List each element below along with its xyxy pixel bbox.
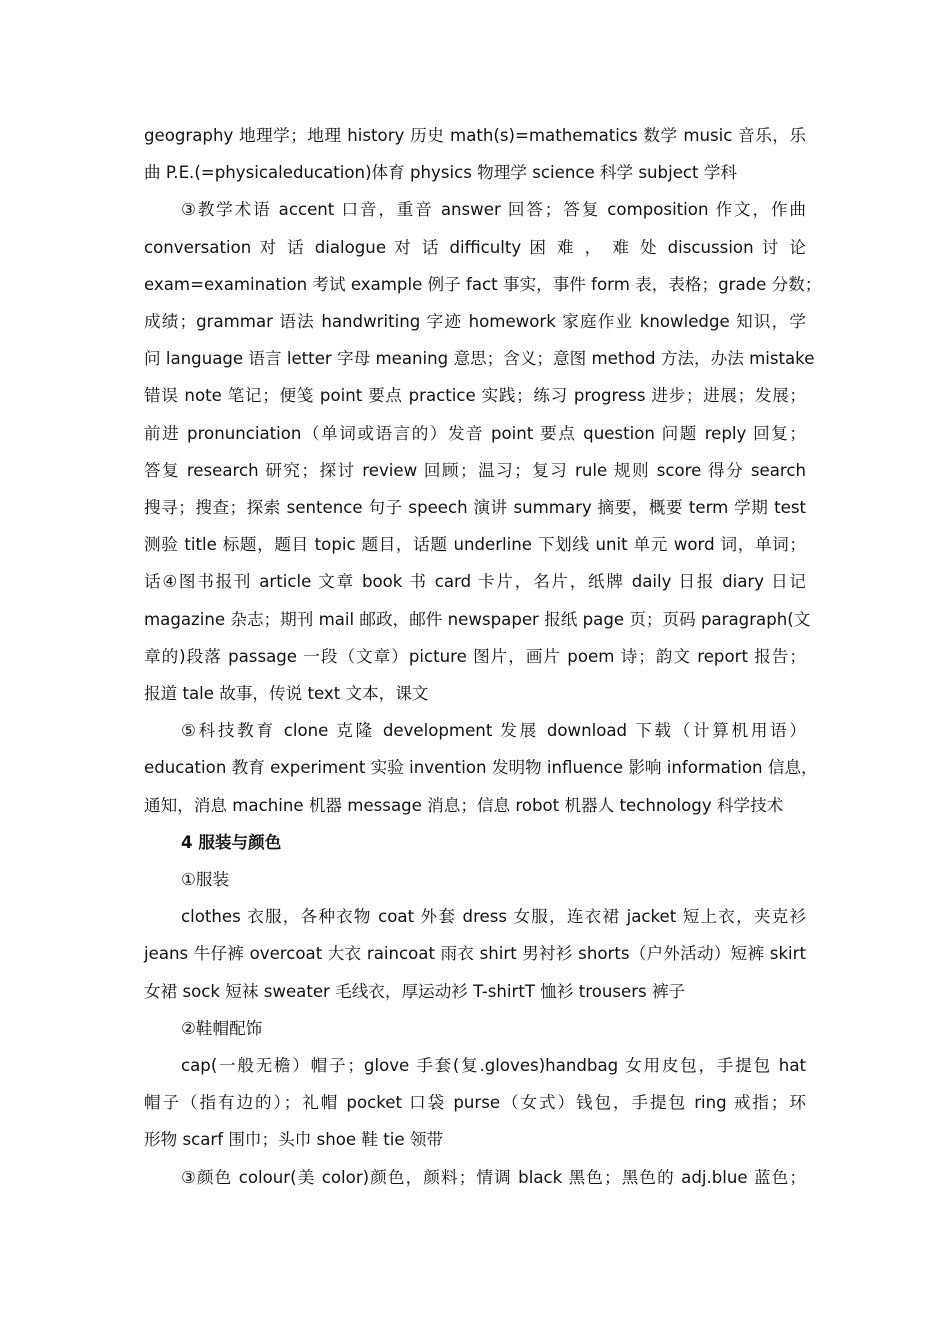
text-line: clothes 衣服，各种衣物 coat 外套 dress 女服，连衣裙 jacket 短上衣，夹克衫 xyxy=(181,907,806,927)
text-line: ③颜色 colour(美 color)颜色，颜料；情调 black 黑色；黑色的 adj.blue 蓝色； xyxy=(181,1167,806,1187)
section-heading: 4 服装与颜色 xyxy=(181,832,282,852)
text-line: 搜寻；搜查；探索 sentence 句子 speech 演讲 summary 摘要，概要 term 学期 test xyxy=(144,498,806,518)
text-line: 章的)段落 passage 一段（文章）picture 图片，画片 poem 诗；韵文 report 报告； xyxy=(144,646,806,666)
text-line: 测验 title 标题，题目 topic 题目，话题 underline 下划线 unit 单元 word 词，单词； xyxy=(144,535,806,555)
text-line: 答复 research 研究；探讨 review 回顾；温习；复习 rule 规则 score 得分 search xyxy=(144,460,806,480)
text-line: 前进 pronunciation（单词或语言的）发音 point 要点 question 问题 reply 回复； xyxy=(144,423,806,443)
text-line: 错误 note 笔记；便笺 point 要点 practice 实践；练习 progress 进步；进展；发展； xyxy=(144,386,806,406)
text-line: cap(一般无檐）帽子；glove 手套(复.gloves)handbag 女用皮包，手提包 hat xyxy=(181,1056,806,1076)
text-line: ③教学术语 accent 口音，重音 answer 回答；答复 composition 作文，作曲 xyxy=(181,200,806,220)
text-line: 女裙 sock 短袜 sweater 毛线衣，厚运动衫 T-shirtT 恤衫 trousers 裤子 xyxy=(144,981,686,1001)
text-line: jeans 牛仔裤 overcoat 大衣 raincoat 雨衣 shirt 男衬衫 shorts（户外活动）短裤 skirt xyxy=(144,944,806,964)
paragraph-teaching-terms xyxy=(144,191,822,712)
text-line: 曲 P.E.(=physicaleducation)体育 physics 物理学 science 科学 subject 学科 xyxy=(144,163,738,183)
text-line: geography 地理学；地理 history 历史 math(s)=mathematics 数学 music 音乐，乐 xyxy=(144,126,806,145)
text-line: ⑤科技教育 clone 克隆 development 发展 download 下载（计算机用语） xyxy=(181,721,806,741)
subsection-heading: ①服装 xyxy=(181,870,230,890)
subsection-heading: ②鞋帽配饰 xyxy=(181,1018,263,1038)
text-line: education 教育 experiment 实验 invention 发明物 influence 影响 information 信息， xyxy=(144,758,818,778)
text-line: magazine 杂志；期刊 mail 邮政，邮件 newspaper 报纸 page 页；页码 paragraph(文 xyxy=(144,609,811,629)
text-line: 报道 tale 故事，传说 text 文本，课文 xyxy=(144,684,429,704)
paragraph-colors xyxy=(144,1159,806,1196)
text-line: 帽子（指有边的）；礼帽 pocket 口袋 purse（女式）钱包，手提包 ring 戒指；环 xyxy=(144,1093,806,1113)
text-line: conversation 对 话 dialogue 对 话 difficulty 困 难 ， 难 处 discussion 讨 论 xyxy=(144,237,806,257)
paragraph-school-subjects xyxy=(144,117,806,191)
text-line: 话④图书报刊 article 文章 book 书 card 卡片，名片，纸牌 daily 日报 diary 日记 xyxy=(144,572,806,592)
text-line: 成绩；grammar 语法 handwriting 字迹 homework 家庭作业 knowledge 知识，学 xyxy=(144,312,806,332)
text-line: exam=examination 考试 example 例子 fact 事实，事件 form 表，表格；grade 分数； xyxy=(144,274,822,294)
paragraph-accessories xyxy=(144,1047,806,1159)
paragraph-clothing xyxy=(144,898,806,1010)
paragraph-science-education xyxy=(144,712,818,824)
document-page xyxy=(144,117,822,1196)
text-line: 通知，消息 machine 机器 message 消息；信息 robot 机器人 technology 科学技术 xyxy=(144,795,784,815)
text-line: 问 language 语言 letter 字母 meaning 意思；含义；意图 method 方法，办法 mistake xyxy=(144,349,815,369)
text-line: 形物 scarf 围巾；头巾 shoe 鞋 tie 领带 xyxy=(144,1130,444,1150)
